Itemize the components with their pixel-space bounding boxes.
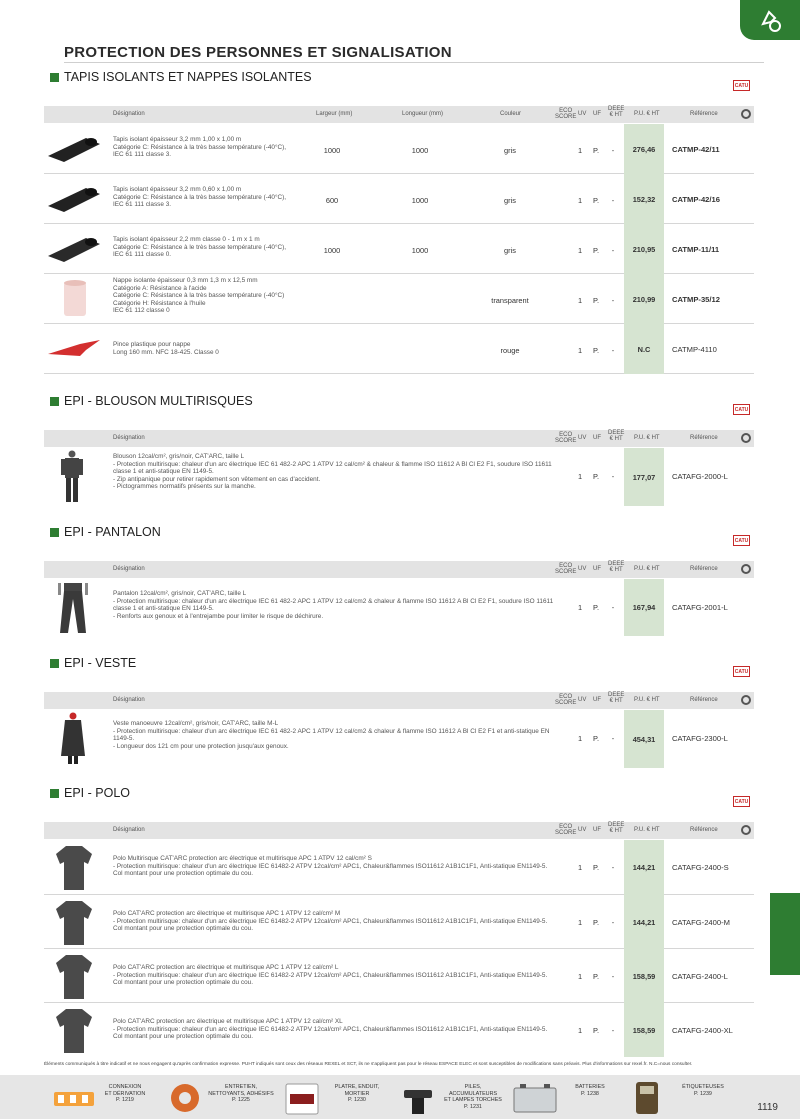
- price: 144,21: [624, 895, 664, 949]
- reference: CATMP-35/12: [672, 295, 720, 304]
- mat-roll-icon: [46, 234, 102, 264]
- table-header: Désignation ECO SCORE UV UF DEEE € HT P.U. € HT Référence: [44, 692, 754, 709]
- reference: CATAFG-2400-XL: [672, 1026, 733, 1035]
- page-title: PROTECTION DES PERSONNES ET SIGNALISATION: [64, 44, 452, 61]
- section-title-tapis: TAPIS ISOLANTS ET NAPPES ISOLANTES: [50, 70, 312, 84]
- section-marker-icon: [50, 789, 59, 798]
- settings-icon: [741, 433, 751, 443]
- price: N.C: [624, 324, 664, 374]
- table-row: Nappe isolante épaisseur 0,3 mm 1,3 m x 12,5 mm Catégorie A: Résistance à l'acide Catégorie C: Résistance à la très basse température (-40°C) Catégorie H: Résistance à l'huile IEC 61 112 classe 0 transparent 1 P. - 210,99 CATMP-35/12: [44, 274, 754, 324]
- price: 158,59: [624, 1003, 664, 1057]
- section-title-blouson: EPI - BLOUSON MULTIRISQUES: [50, 394, 253, 408]
- footer-link-connexion[interactable]: CONNEXION ET DÉRIVATION P. 1219: [104, 1084, 146, 1103]
- footer-link-etiqueteuses[interactable]: ÉTIQUETEUSES P. 1239: [682, 1084, 724, 1097]
- table-row: Tapis isolant épaisseur 3,2 mm 0,60 x 1,00 m Catégorie C: Résistance à la très basse température (-40°C), IEC 61 111 classe 3. 600 1000 gris 1 P. - 152,32 CATMP-42/16: [44, 174, 754, 224]
- price: 276,46: [624, 124, 664, 174]
- mat-roll-icon: [46, 134, 102, 164]
- trousers-icon: [58, 581, 88, 635]
- price: 210,95: [624, 224, 664, 274]
- safety-icon: [758, 8, 784, 34]
- reference: CATAFG-2001-L: [672, 603, 728, 612]
- reference: CATMP-42/11: [672, 145, 720, 154]
- table-row: Tapis isolant épaisseur 2,2 mm classe 0 - 1 m x 1 m Catégorie C: Résistance à le très basse température (-40°C), IEC 61 111 classe 0. 1000 1000 gris 1 P. - 210,95 CATMP-11/11: [44, 224, 754, 274]
- polo-shirt-icon: [54, 844, 94, 892]
- section-title-polo: EPI - POLO: [50, 786, 130, 800]
- reference: CATAFG-2400-L: [672, 972, 728, 981]
- jacket-person-icon: [58, 450, 86, 504]
- brand-logo: CATU: [733, 404, 750, 415]
- price: 210,99: [624, 274, 664, 324]
- table-header: Désignation ECO SCORE UV UF DEEE € HT P.U. € HT Référence: [44, 430, 754, 447]
- flashlight-icon: [398, 1080, 438, 1116]
- reference: CATAFG-2300-L: [672, 734, 728, 743]
- brand-logo: CATU: [733, 80, 750, 91]
- reference: CATAFG-2400-M: [672, 918, 730, 927]
- section-title-pantalon: EPI - PANTALON: [50, 525, 161, 539]
- title-divider: [64, 62, 764, 63]
- battery-icon: [510, 1080, 560, 1116]
- footer-link-platre[interactable]: PLATRE, ENDUIT, MORTIER P. 1230: [334, 1084, 380, 1103]
- reference: CATMP-11/11: [672, 245, 720, 254]
- table-row: Veste manoeuvre 12cal/cm², gris/noir, CAT'ARC, taille M-L - Protection multirisque: chaleur d'un arc électrique IEC 61 482-2 APC 1 ATPV 12 cal/cm2 & chaleur & flamme ISO 11612 A Bl Cl E2 F1 et anti-statique EN 1149-5. - Longueur dos 121 cm pour une protection jusqu'aux genoux. 1 P. - 454,31 CATAFG-2300-L: [44, 710, 754, 768]
- footer-link-piles[interactable]: PILES, ACCUMULATEURS ET LAMPES TORCHES P. 1231: [444, 1084, 502, 1110]
- reference: CATAFG-2400-S: [672, 863, 729, 872]
- connector-icon: [50, 1080, 100, 1116]
- price: 167,94: [624, 579, 664, 636]
- polo-shirt-icon: [54, 899, 94, 947]
- brand-logo: CATU: [733, 535, 750, 546]
- settings-icon: [741, 825, 751, 835]
- clip-icon: [46, 338, 102, 360]
- section-title-veste: EPI - VESTE: [50, 656, 136, 670]
- coat-person-icon: [58, 712, 88, 766]
- page-number: 1119: [757, 1102, 778, 1113]
- table-row: Polo CAT'ARC protection arc électrique et multirisque APC 1 ATPV 12 cal/cm² L - Protection multirisque: chaleur d'un arc électrique IEC 61482-2 ATPV 12cal/cm² APC1, Chaleur&flammes ISO11612 A1B1C1F1, Anti-statique EN1149-5. Col montant pour une protection optimale du cou. 1 P. - 158,59 CATAFG-2400-L: [44, 949, 754, 1003]
- footer-disclaimer: Éléments communiqués à titre indicatif et ne nous engagent qu'après confirmation expresse. PUHT indiqués sont ceux des réseaux REXEL et SCT, ils ne s'appliquent pas pour le réseau ESPACE ELEC et sont susceptibles de modifications sans préavis. Plus d'informations sur rexel.fr. N.C=nous consulter.: [44, 1062, 693, 1067]
- table-row: Polo Multirisque CAT'ARC protection arc électrique et multirisque APC 1 ATPV 12 cal/cm² S - Protection multirisque: chaleur d'un arc électrique IEC 61482-2 ATPV 12cal/cm² APC1, Chaleur&flammes ISO11612 A1B1C1F1, Anti-statique EN1149-5. Col montant pour une protection optimale du cou. 1 P. - 144,21 CATAFG-2400-S: [44, 840, 754, 895]
- table-header: Désignation ECO SCORE UV UF DEEE € HT P.U. € HT Référence: [44, 561, 754, 578]
- label-printer-icon: [630, 1080, 664, 1116]
- settings-icon: [741, 109, 751, 119]
- table-row: Pantalon 12cal/cm², gris/noir, CAT'ARC, taille L - Protection multirisque: chaleur d'un arc électrique IEC 61 482-2 APC 1 ATPV 12 cal/cm2 & chaleur & flamme ISO 11612 A Bl Cl E2 F1, soudure ISO 11611 classe 1 et anti-statique EN 1149-5. - Renforts aux genoux et à l'entrejambe pour limiter le risque de déchirure. 1 P. - 167,94 CATAFG-2001-L: [44, 579, 754, 636]
- table-row: Polo CAT'ARC protection arc électrique et multirisque APC 1 ATPV 12 cal/cm² XL - Protection multirisque: chaleur d'un arc électrique IEC 61482-2 ATPV 12cal/cm² APC1, Chaleur&flammes ISO11612 A1B1C1F1, Anti-statique EN1149-5. Col montant pour une protection optimale du cou. 1 P. - 158,59 CATAFG-2400-XL: [44, 1003, 754, 1057]
- footer-link-batteries[interactable]: BATTERIES P. 1238: [575, 1084, 605, 1097]
- footer-link-entretien[interactable]: ENTRETIEN, NETTOYANTS, ADHÉSIFS P. 1225: [208, 1084, 274, 1103]
- table-header: Désignation ECO SCORE UV UF DEEE € HT P.U. € HT Référence: [44, 822, 754, 839]
- section-marker-icon: [50, 659, 59, 668]
- category-tab: [740, 0, 800, 40]
- brand-logo: CATU: [733, 796, 750, 807]
- table-row: Polo CAT'ARC protection arc électrique et multirisque APC 1 ATPV 12 cal/cm² M - Protection multirisque: chaleur d'un arc électrique IEC 61482-2 ATPV 12cal/cm² APC1, Chaleur&flammes ISO11612 A1B1C1F1, Anti-statique EN1149-5. Col montant pour une protection optimale du cou. 1 P. - 144,21 CATAFG-2400-M: [44, 895, 754, 949]
- settings-icon: [741, 695, 751, 705]
- table-row: Pince plastique pour nappe Long 160 mm. NFC 18-425. Classe 0 rouge 1 P. - N.C CATMP-4110: [44, 324, 754, 374]
- section-marker-icon: [50, 73, 59, 82]
- price: 454,31: [624, 710, 664, 768]
- price: 177,07: [624, 448, 664, 506]
- price: 158,59: [624, 949, 664, 1003]
- section-marker-icon: [50, 397, 59, 406]
- roll-icon: [46, 278, 102, 320]
- price: 152,32: [624, 174, 664, 224]
- reference: CATAFG-2000-L: [672, 472, 728, 481]
- table-header: Désignation Largeur (mm) Longueur (mm) Couleur ECO SCORE UV UF DEEE € HT P.U. € HT Référence: [44, 106, 754, 123]
- mat-roll-icon: [46, 184, 102, 214]
- side-tab: [770, 893, 800, 975]
- price: 144,21: [624, 840, 664, 895]
- polo-shirt-icon: [54, 953, 94, 1001]
- table-row: Tapis isolant épaisseur 3,2 mm 1,00 x 1,00 m Catégorie C: Résistance à la très basse température (-40°C), IEC 61 111 classe 3. 1000 1000 gris 1 P. - 276,46 CATMP-42/11: [44, 124, 754, 174]
- polo-shirt-icon: [54, 1007, 94, 1055]
- table-row: Blouson 12cal/cm², gris/noir, CAT'ARC, taille L - Protection multirisque: chaleur d'un arc électrique IEC 61 482-2 APC 1 ATPV 12 cal/cm² & chaleur & flamme ISO 11612 A Bl Cl E2 F1, soudure ISO 11611 classe 1 et anti-statique EN 1149-5. - Zip antipanique pour retirer rapidement son vêtement en cas d'accident. - Pictogrammes normatifs présents sur la manche. 1 P. - 177,07 CATAFG-2000-L: [44, 448, 754, 506]
- brand-logo: CATU: [733, 666, 750, 677]
- tape-roll-icon: [160, 1080, 210, 1116]
- settings-icon: [741, 564, 751, 574]
- reference: CATMP-4110: [672, 345, 717, 354]
- reference: CATMP-42/16: [672, 195, 720, 204]
- section-marker-icon: [50, 528, 59, 537]
- paint-bucket-icon: [282, 1080, 322, 1116]
